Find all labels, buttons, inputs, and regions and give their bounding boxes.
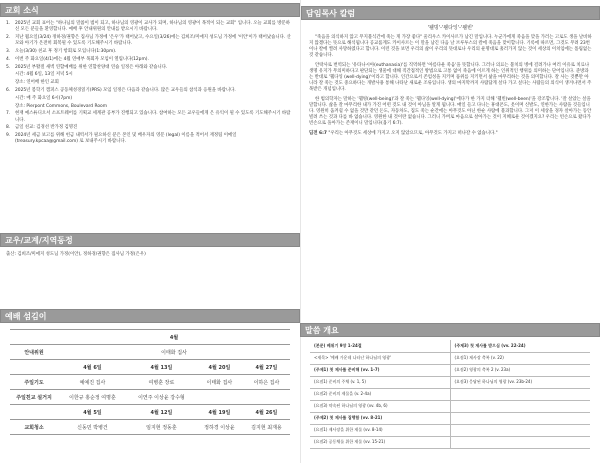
announcement-item (6, 133, 294, 145)
column-quote (309, 131, 592, 137)
announcement-number: 2. (6, 35, 11, 40)
summary-cell: <제목> '예배 가운데 나타난 하나님의 영광' (310, 352, 450, 364)
announcements-section (0, 3, 300, 147)
announcement-item (6, 21, 294, 33)
news-title: 교우/교계/지역동정 (0, 233, 300, 247)
schedule-cell: 이태화 집사 (196, 375, 243, 390)
announcement-item (6, 35, 294, 47)
summary-row (310, 364, 590, 376)
summary-cell (450, 412, 590, 424)
announcement-item (6, 65, 294, 71)
schedule-date: 4월 12일 (127, 405, 196, 420)
schedule-month: 4월 (58, 330, 290, 345)
announcement-detail: 시간: 4월 6일, 13일 저녁 5시 (15, 72, 73, 78)
summary-cell (450, 400, 590, 412)
schedule-cell: 여병훈 장로 (127, 375, 196, 390)
schedule-title: 예배 섬김이 (0, 309, 300, 323)
schedule-row (10, 375, 290, 390)
schedule-cell: 예예진 집사 (58, 375, 127, 390)
schedule-cell: 이연주 이상윤 강수형 (127, 390, 196, 405)
schedule-row (10, 360, 290, 375)
schedule-date: 4월 27일 (243, 360, 290, 375)
summary-row (310, 352, 590, 364)
schedule-cell: 김지현 최재용 (243, 420, 290, 435)
schedule-date: 4월 6일 (58, 360, 127, 375)
summary-cell: (요점1) 준비의 주체 (v. 1, 5) (310, 376, 450, 388)
announcement-item (6, 49, 294, 55)
column-paragraph: 안락사로 번역되는 '유타나시아(euthanasia)'를 직역하면 '아름다운 죽음'을 뜻합니다. 그러나 의료는 불치의 병에 걸려가나 여러 이유로 치료나 생명 유지가 무의미하다고 판단되는 생물에 대해 직간접적인 방법으로 고통 없이 죽음에 이르게 하는 인위적인 행위를 의미하는 단어입니다. 준방과는 반대로 '웰다잉 (well-dying)'이라고 합니다. 인간으로서 존엄성을 지키며 품위를 지키면서 삶을 마무리하는 것을 의미합니다. 잘 사는 것뿐만 아니라 잘 죽는 것도 중요하다는 개발사용 통해 나타난 새로운 조류입니다. 생의 마지막까지 사람답게 살다 가고 싶다는 사람들의 의식이 생겨나면서 주목받은 개념입니다. (309, 63, 592, 92)
summary-cell: (주제2) 첫 제사를 집행함 (vv. 8-21) (310, 412, 450, 424)
summary-row (310, 340, 590, 352)
summary-cell: (주제3) 첫 제사를 받으심 (vv. 22-24) (450, 340, 590, 352)
schedule-date: 4월 5일 (58, 405, 127, 420)
summary-cell: (요점2) 영광의 축복 2 (v. 23a) (450, 364, 590, 376)
announcement-item (6, 88, 294, 94)
schedule-date: 4월 13일 (127, 360, 196, 375)
announcement-number: 1. (6, 21, 11, 26)
summary-cell: (주제1) 첫 제사를 준비해 (vv. 1-7) (310, 364, 450, 376)
announcement-detail: 장소: 연어배 한인 교회 (15, 80, 59, 86)
schedule-row (10, 345, 290, 360)
summary-cell (450, 424, 590, 436)
announcement-number: 6. (6, 87, 11, 93)
summary-cell (450, 436, 590, 448)
schedule-row-label: 안내위원 (10, 345, 58, 360)
schedule-row-label (10, 405, 58, 420)
announcement-text: 2024년 세금 보고를 위해 헌금 내역서가 필요하신 분은 본인 및 배우자의 영문 (legal) 이름을 적어서 재정팀 이메일 (treasury.kpcaa@gmail.com) 로 보내주시기 바랍니다. (15, 133, 237, 145)
announcement-number: 4. (6, 56, 11, 62)
announcement-detail: 장소: Pierpont Commons, Boulevard Room (15, 103, 107, 109)
announcement-number: 7. (6, 111, 11, 117)
schedule-cell: 이태화 집사 (58, 345, 290, 360)
summary-cell: (요점1) 제사장을 위한 제물 (vv. 8-14) (310, 424, 450, 436)
summary-row (310, 436, 590, 448)
announcement-item (6, 125, 294, 131)
announcement-text: 금일 친교: 김경선 반가정 김명진 (15, 125, 78, 131)
schedule-date: 4월 20일 (196, 360, 243, 375)
summary-section (300, 323, 600, 449)
schedule-date: 4월 26일 (243, 405, 290, 420)
schedule-row-label: 주일친교 설거지 (10, 390, 58, 405)
schedule-cell: 이하은 집사 (243, 375, 290, 390)
summary-cell: (본문) 베위기 9장 1-24절 (310, 340, 450, 352)
schedule-cell: 임지현 정동훈 (127, 420, 196, 435)
quote-text: "우리는 아무것도 세상에 가지고 오지 않았으므로, 아무것도 가지고 떠나갈 수 없습니다." (328, 131, 498, 136)
summary-row (310, 388, 590, 400)
announcement-text: 이번 주 화요일(4/1)에는 4월 연애부 목회자 모임이 열립니다(12pm). (15, 56, 149, 62)
column-body (301, 20, 600, 145)
announcement-number: 9. (6, 133, 11, 139)
news-section (0, 233, 300, 263)
summary-cell: (요점3) 약속된 하나님의 영광 (vv. 4b, 6) (310, 400, 450, 412)
announcement-text: 2025년 교회 표어는 "하나님의 말씀이 범이 되고, 하나님의 영광이 교사가 되며, 하나님의 영광이 목적이 되는 교회" 입니다. 오늘 교회를 방문하신 모든 분들을 환영합니다. 예배 후 안내위원의 안내를 받으시기 바랍니다. (15, 21, 290, 33)
schedule-cell: 신동민 박병건 (58, 420, 127, 435)
schedule-table (10, 329, 290, 435)
schedule-row (10, 405, 290, 420)
schedule-row-label: 주일기도 (10, 375, 58, 390)
schedule-section (0, 309, 300, 435)
column-paragraph: 한 범의학자는 말하는 '웰빙(well-being)'과 잘 죽는 '웰다잉(well-dying)'에다가 한 가지 더해 '웰빈(well-been)'을 강조합니다. '잘 살았는 살을 말합니다. 삶을 잘 마무리한 내가 가진 어떤 것도 내 것이 아님을 알게 됩니다. 매일 들고 다니는 휴대폰도, 옷이며 신발도, 연한가는 사람을 것들입니다. 영원히 움켜쥘 수 없을 것만 같던 돈도, 자동차도, 집도 죽는 순간에는 아무것도 아닌 한순 사람에 불과합니다. 그저 이 세상을 경자 살아가는 동안 빌려 쓰는 것과 다를 바 없습니다. 영원한 내 것이란 없습니다. 그러니 가버로 마음으로 살아가는 것이 지혜로운 것이겠지요? 우리는 빈손으로 왔다가 빈손으로 돌아가는 존재이니 말입니다(욥기 6:7). (309, 97, 592, 126)
announcements-list (0, 17, 300, 146)
announcement-text: 2025년 부활절 새벽 연합예배를 위한 연합찬양대 연습 일정은 아래와 같습니다. (15, 64, 168, 70)
summary-cell: (요점1) 제사장 축복 (v. 22) (450, 352, 590, 364)
schedule-row (10, 420, 290, 435)
quote-ref: 딤전 6:7 (309, 131, 327, 136)
column-paragraph: "죽음을 의식하지 않고 무지불식간에 죽는 게 가장 좋다" 울리우스 카이사르가 남긴 말입니다. 누군가에게 죽음을 맞을 가러는 고로도 생을 날비하지 않겠다는 뜻으로 해석됩니다 공교롭게도 카이사르는 이 말을 남긴 다음 날 브루투스의 칼에 죽음을 맞이합니다. 기록에 따르면, 그것도 무려 23번이나 칼에 찔려 사망하였다고 합니다. 이런 것을 보면 우리의 삶이 우리의 뜻대로나 우리의 운명대로 흘러가지 않는 것이 세상의 이치임에는 틀림없는 것 같습니다. (309, 35, 592, 58)
summary-cell: (요점2) 공동체를 위한 제물 (vv. 15-21) (310, 436, 450, 448)
summary-cell: (요점3) 응답된 하나님의 영광 (vv. 23b-24) (450, 376, 590, 388)
schedule-row-label (10, 360, 58, 375)
announcement-item (6, 111, 294, 123)
summary-row (310, 424, 590, 436)
schedule-cell (196, 390, 243, 405)
schedule-date: 4월 19일 (196, 405, 243, 420)
announcement-text: 2025년 봄학기 캠퍼스 공동체성경읽기(PRS) 모임 일정은 다음과 같습니다. 많은 교우들의 참석과 응원을 바랍니다. (15, 87, 236, 93)
schedule-cell (243, 390, 290, 405)
announcement-number: 3. (6, 49, 11, 54)
news-text: 출산: 김희조/미애지 성도님 가정(이안), 정하경/권향은 집사님 가정(은우) (6, 252, 146, 257)
announcement-text: 현재 예스튜디오서 소프트웨어를 기획교 세계관 공부가 진행되고 있습니다. 참여하는 모든 교우들에게 은 유익이 될 수 있도록 기도해주시기 바랍니다. (15, 111, 291, 123)
announcement-number: 8. (6, 125, 11, 131)
summary-row (310, 376, 590, 388)
column-title: 담임목사 칼럼 (301, 6, 600, 20)
announcements-title: 교회 소식 (0, 3, 300, 17)
schedule-month-row (10, 330, 290, 345)
announcement-item (6, 57, 294, 63)
column-subtitle: '웰빙'-'웰다잉'-'웰빈' (427, 25, 474, 31)
schedule-cell: 정하경 이상윤 (196, 420, 243, 435)
summary-cell (450, 388, 590, 400)
announcement-text: 지난 월요일(3/24) 정하경/권향은 집사님 가정에 '은우'가 태어났고, 수요일(3/26)에는 김희조/미애지 성도님 가정에 '이안'이가 태어났습니다. 산모와 아기가 온전히 회복될 수 있도록 기도해주시기 바랍니다. (15, 35, 291, 47)
summary-row (310, 400, 590, 412)
schedule-cell: 이한규 홍순정 여명훈 (58, 390, 127, 405)
announcement-text: 오늘(3/30) 친교 후 정기 항회로 모입니다(1:30pm). (15, 49, 117, 54)
announcement-number: 5. (6, 64, 11, 70)
summary-cell: (요점2) 준비의 제물을 (v. 2-4a) (310, 388, 450, 400)
schedule-row-label: 교회청소 (10, 420, 58, 435)
summary-row (310, 412, 590, 424)
summary-table (310, 340, 590, 449)
schedule-row (10, 390, 290, 405)
announcement-detail: 시간: 매 주 화요일 6시(7pm) (15, 95, 73, 101)
summary-title: 말씀 개요 (300, 323, 600, 337)
